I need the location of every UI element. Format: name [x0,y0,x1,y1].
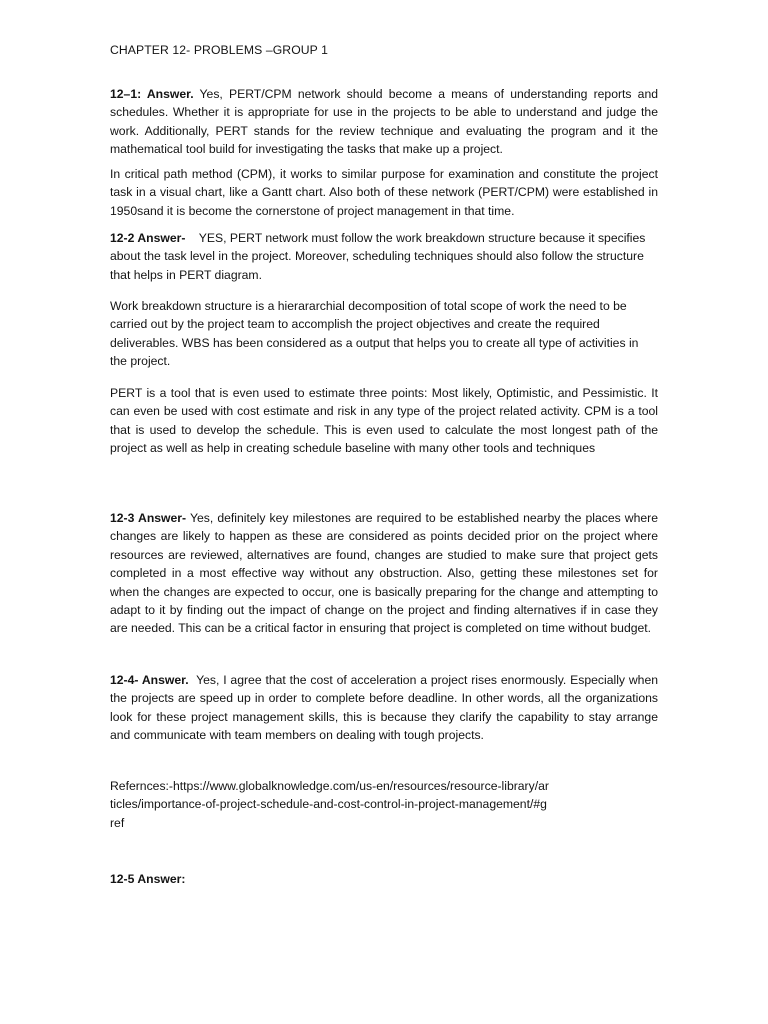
answer-12-3-label: 12-3 Answer- [110,511,187,525]
answer-12-4-text: Yes, I agree that the cost of acceleration a project rises enormously. Especially when the projects are speed up in order to complete before deadline. In other words, all the organizations look for these project management skills, this is because they clarify the capability to stay arrange and communicate with team members on dealing with tough projects. [110,673,658,743]
answer-12-2-paragraph-3: PERT is a tool that is even used to estimate three points: Most likely, Optimistic, and Pessimistic. It can even be used with cost estimate and risk in any type of the project related activity. CPM is a tool that is used to develop the schedule. This is even used to calculate the most longest path of the project as well as help in creating schedule baseline with many other tools and techniques [110,386,658,456]
answer-12-1-text-1: Yes, PERT/CPM network should become a means of understanding reports and schedules. Whether it is appropriate for use in the projects to be able to understand and judge the work. Additionally, PERT stands for the review technique and evaluating the program and it the mathematical tool build for investigating the tasks that make up a project. [110,87,659,157]
answer-12-3-text: Yes, definitely key milestones are required to be established nearby the places where changes are likely to happen as these are considered as points decided prior on the project where resources are reviewed, alternatives are found, changes are studied to make sure that project gets completed in a most effective way without any obstruction. Also, getting these milestones set for when the changes are expected to occur, one is basically preparing for the change and attempting to adapt to it by finding out the impact of change on the project and finding alternatives if in case they are needed. This can be a critical factor in ensuring that project is completed on time without budget. [110,511,658,636]
document-page [110,0,658,1024]
answer-12-3-paragraph [110,509,658,638]
answer-12-2-text-1: YES, PERT network must follow the work breakdown structure because it specifies about the task level in the project. Moreover, scheduling techniques should also follow the structure that helps in PERT diagram. [110,231,646,282]
answer-12-1-paragraph-1 [110,85,658,159]
answer-12-4-paragraph [110,671,658,745]
answer-12-1-paragraph-2: In critical path method (CPM), it works to similar purpose for examination and constitute the project task in a visual chart, like a Gantt chart. Also both of these network (PERT/CPM) were established in 1950sand it is become the cornerstone of project management in that time. [110,167,658,218]
answer-12-2-paragraph-2: Work breakdown structure is a hierararchial decomposition of total scope of work the need to be carried out by the project team to accomplish the project objectives and create the required deliverables. WBS has been considered as a output that helps you to create all type of activities in the project. [110,299,639,369]
answer-12-1-label: 12–1: Answer. [110,87,194,101]
answer-12-2-label: 12-2 Answer- [110,231,186,245]
answer-12-4-label: 12-4- Answer. [110,673,189,687]
answer-12-5-heading: 12-5 Answer: [110,872,186,886]
chapter-heading: CHAPTER 12- PROBLEMS –GROUP 1 [110,43,329,57]
references-paragraph: Refernces:-https://www.globalknowledge.com/us-en/resources/resource-library/articles/importance-of-project-schedule-and-cost-control-in-project-management/#gref [110,779,549,830]
answer-12-2-paragraph-1 [110,229,658,284]
